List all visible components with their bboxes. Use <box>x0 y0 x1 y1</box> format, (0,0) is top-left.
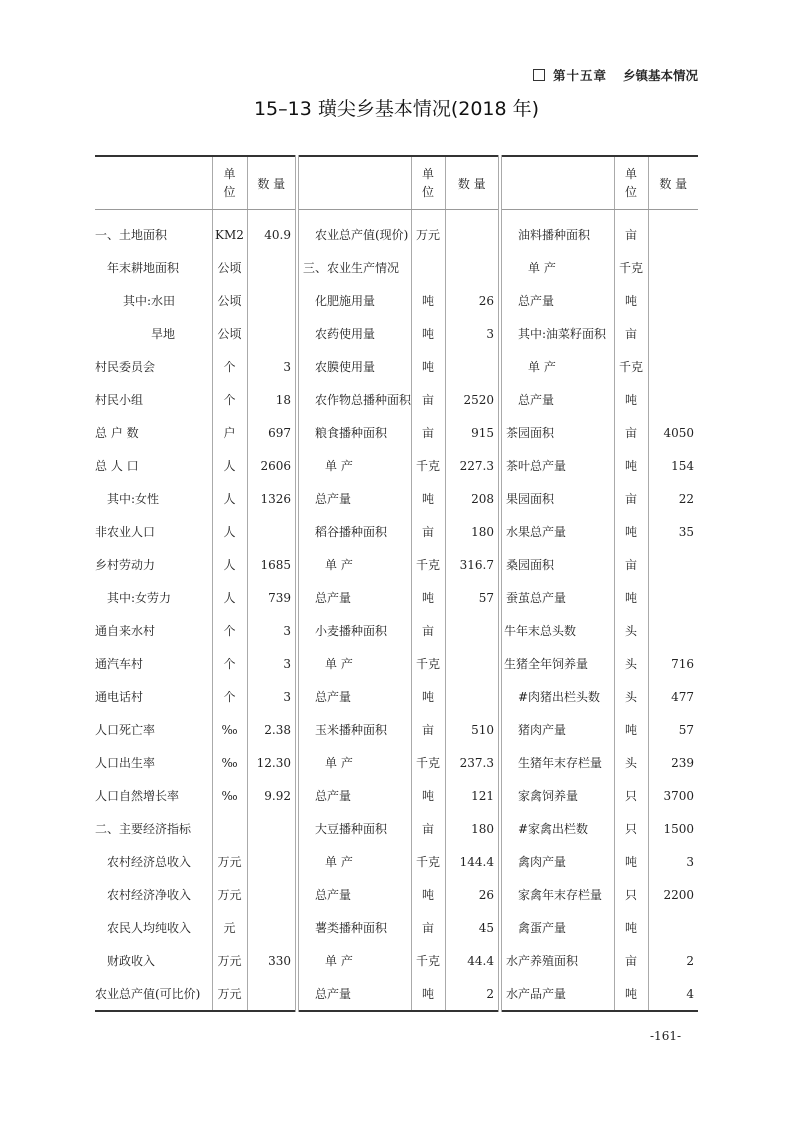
item-label: 通电话村 <box>95 690 144 704</box>
item-value: 477 <box>671 689 694 704</box>
item-unit: KM2 <box>212 210 247 252</box>
item-unit: 吨 <box>411 284 445 317</box>
item-label: 农村经济净收入 <box>107 888 192 902</box>
table-row <box>95 812 698 845</box>
item-value <box>445 251 500 284</box>
item-unit: 吨 <box>411 977 445 1011</box>
item-value: 1685 <box>247 548 297 581</box>
item-value: 697 <box>247 416 297 449</box>
item-label: 人口出生率 <box>95 756 156 770</box>
item-value <box>445 210 500 252</box>
item-unit: 吨 <box>614 977 648 1011</box>
table-row <box>95 878 698 911</box>
item-value: 144.4 <box>445 845 500 878</box>
item-label: 总产量 <box>315 987 352 1001</box>
quantity-header: 数 量 <box>247 156 297 210</box>
item-unit: 公顷 <box>212 317 247 350</box>
item-value: 3 <box>686 854 694 869</box>
item-unit: 公顷 <box>212 251 247 284</box>
item-value: 1326 <box>247 482 297 515</box>
item-unit: 户 <box>212 416 247 449</box>
item-unit: 只 <box>614 878 648 911</box>
item-label: 茶叶总产量 <box>506 459 567 473</box>
item-unit: 吨 <box>411 317 445 350</box>
item-label: 农村经济总收入 <box>107 855 192 869</box>
item-label: 玉米播种面积 <box>315 723 388 737</box>
item-label: 乡村劳动力 <box>95 558 156 572</box>
item-value <box>247 911 297 944</box>
item-unit: 个 <box>212 647 247 680</box>
item-unit: 头 <box>614 647 648 680</box>
item-value: 3 <box>247 614 297 647</box>
item-label: 牛年末总头数 <box>504 624 577 638</box>
item-unit: 吨 <box>614 449 648 482</box>
item-unit: 万元 <box>212 944 247 977</box>
item-unit: 头 <box>614 746 648 779</box>
item-unit: 万元 <box>212 977 247 1011</box>
item-unit: 亩 <box>411 614 445 647</box>
item-label: 通自来水村 <box>95 624 156 638</box>
item-unit: 吨 <box>411 680 445 713</box>
item-label: 单 产 <box>325 954 353 968</box>
item-unit: 吨 <box>614 383 648 416</box>
item-value: 40.9 <box>247 210 297 252</box>
item-label: 单 产 <box>325 459 353 473</box>
item-unit: 千克 <box>411 647 445 680</box>
item-label: 总产量 <box>315 690 352 704</box>
item-label: 生猪全年饲养量 <box>504 657 589 671</box>
table-row <box>95 350 698 383</box>
item-label: 非农业人口 <box>95 525 156 539</box>
item-label: 村民小组 <box>95 393 144 407</box>
item-unit: 亩 <box>614 482 648 515</box>
table-row <box>95 713 698 746</box>
table-body <box>95 210 698 1012</box>
item-value: 57 <box>445 581 500 614</box>
item-unit: 千克 <box>411 944 445 977</box>
item-value: 26 <box>445 878 500 911</box>
label-header <box>500 156 614 210</box>
item-value: 739 <box>247 581 297 614</box>
item-value <box>445 680 500 713</box>
item-label: 农药使用量 <box>315 327 376 341</box>
item-value: 12.30 <box>247 746 297 779</box>
item-label: 果园面积 <box>506 492 555 506</box>
item-label: 禽蛋产量 <box>518 921 567 935</box>
item-unit: 万元 <box>212 845 247 878</box>
item-label: 稻谷播种面积 <box>315 525 388 539</box>
item-unit: 人 <box>212 548 247 581</box>
item-value: 57 <box>678 722 694 737</box>
item-value <box>648 548 698 581</box>
item-value <box>648 210 698 252</box>
item-value: 121 <box>445 779 500 812</box>
item-value: 3 <box>247 680 297 713</box>
item-value <box>247 812 297 845</box>
item-label: 总产量 <box>315 492 352 506</box>
table-row <box>95 746 698 779</box>
item-value: 18 <box>247 383 297 416</box>
item-unit: 吨 <box>614 581 648 614</box>
item-label: 旱地 <box>151 327 176 341</box>
item-unit: 吨 <box>614 845 648 878</box>
item-value <box>247 878 297 911</box>
running-header <box>533 66 698 84</box>
item-value: 239 <box>671 755 694 770</box>
item-unit: 亩 <box>411 515 445 548</box>
item-value: 237.3 <box>445 746 500 779</box>
item-unit: 千克 <box>614 251 648 284</box>
item-label: 人口死亡率 <box>95 723 156 737</box>
item-value: 316.7 <box>445 548 500 581</box>
table-row <box>95 449 698 482</box>
table-row <box>95 779 698 812</box>
item-label: 年末耕地面积 <box>107 261 180 275</box>
item-unit: 亩 <box>614 210 648 252</box>
item-label: 化肥施用量 <box>315 294 376 308</box>
item-unit: 亩 <box>411 416 445 449</box>
item-label: #家禽出栏数 <box>518 822 589 836</box>
table-row <box>95 581 698 614</box>
item-value: 4050 <box>663 425 694 440</box>
item-unit: 万元 <box>411 210 445 252</box>
item-label: 总产量 <box>518 393 555 407</box>
item-label: 其中:水田 <box>123 294 176 308</box>
item-label: 农作物总播种面积 <box>315 393 412 407</box>
item-unit: 亩 <box>411 812 445 845</box>
item-label: 薯类播种面积 <box>315 921 388 935</box>
unit-header: 单 位 <box>614 156 648 210</box>
item-label: 总 户 数 <box>95 426 139 440</box>
item-value: 2200 <box>663 887 694 902</box>
item-value <box>247 317 297 350</box>
item-value <box>445 647 500 680</box>
item-label: 总 人 口 <box>95 459 139 473</box>
item-label: 总产量 <box>315 591 352 605</box>
item-value <box>247 977 297 1011</box>
item-label: 二、主要经济指标 <box>95 822 192 836</box>
item-value <box>648 911 698 944</box>
item-unit <box>411 251 445 284</box>
basic-info-table <box>95 155 698 1012</box>
item-value: 915 <box>445 416 500 449</box>
item-label: 大豆播种面积 <box>315 822 388 836</box>
item-label: 其中:女劳力 <box>107 591 172 605</box>
item-unit: 人 <box>212 449 247 482</box>
item-value <box>648 284 698 317</box>
item-label: 通汽车村 <box>95 657 144 671</box>
table-row <box>95 845 698 878</box>
item-label: 水果总产量 <box>506 525 567 539</box>
item-value: 180 <box>445 515 500 548</box>
item-unit: 千克 <box>411 746 445 779</box>
table-header-row <box>95 156 698 210</box>
item-value <box>648 317 698 350</box>
item-label: 单 产 <box>325 756 353 770</box>
item-value: 208 <box>445 482 500 515</box>
item-unit: 千克 <box>411 548 445 581</box>
table-row <box>95 284 698 317</box>
item-value <box>648 383 698 416</box>
item-label: 桑园面积 <box>506 558 555 572</box>
item-label: 单 产 <box>528 360 556 374</box>
item-value: 3700 <box>663 788 694 803</box>
item-label: 粮食播种面积 <box>315 426 388 440</box>
item-value: 2606 <box>247 449 297 482</box>
item-label: 农业总产值(现价) <box>315 228 409 242</box>
item-value: 180 <box>445 812 500 845</box>
item-label: 农业总产值(可比价) <box>95 987 201 1001</box>
item-label: 家禽饲养量 <box>518 789 579 803</box>
item-label: #肉猪出栏头数 <box>518 690 601 704</box>
table-row <box>95 416 698 449</box>
item-unit: 个 <box>212 614 247 647</box>
item-label: 单 产 <box>528 261 556 275</box>
item-unit: 千克 <box>411 845 445 878</box>
quantity-header: 数 量 <box>445 156 500 210</box>
item-label: 其中:油菜籽面积 <box>518 327 607 341</box>
item-value: 26 <box>445 284 500 317</box>
item-unit: 吨 <box>614 713 648 746</box>
item-unit: 吨 <box>411 350 445 383</box>
table-row <box>95 548 698 581</box>
item-value: 4 <box>686 986 694 1001</box>
item-unit: 吨 <box>411 482 445 515</box>
item-unit: 千克 <box>614 350 648 383</box>
item-unit <box>212 812 247 845</box>
label-header <box>95 156 212 210</box>
unit-header: 单 位 <box>212 156 247 210</box>
item-value: 3 <box>445 317 500 350</box>
table-row <box>95 383 698 416</box>
item-label: 禽肉产量 <box>518 855 567 869</box>
item-value <box>648 350 698 383</box>
item-value: 510 <box>445 713 500 746</box>
item-unit: 公顷 <box>212 284 247 317</box>
table-row <box>95 680 698 713</box>
item-value <box>648 251 698 284</box>
item-unit: 人 <box>212 515 247 548</box>
item-unit: 个 <box>212 350 247 383</box>
item-value: 3 <box>247 350 297 383</box>
item-unit: 亩 <box>614 944 648 977</box>
item-unit: 吨 <box>614 911 648 944</box>
item-value: 3 <box>247 647 297 680</box>
item-unit: 亩 <box>614 317 648 350</box>
item-label: 总产量 <box>315 789 352 803</box>
item-value: 2520 <box>445 383 500 416</box>
chapter-label: 第十五章 <box>552 68 607 83</box>
item-value: 2 <box>445 977 500 1011</box>
item-unit: 吨 <box>411 581 445 614</box>
item-value: 22 <box>678 491 694 506</box>
item-unit: 个 <box>212 383 247 416</box>
item-unit: 千克 <box>411 449 445 482</box>
item-label: 农民人均纯收入 <box>107 921 192 935</box>
item-unit: 吨 <box>614 284 648 317</box>
item-value <box>648 581 698 614</box>
table-row <box>95 647 698 680</box>
item-value <box>247 515 297 548</box>
item-label: 单 产 <box>325 558 353 572</box>
item-value <box>445 350 500 383</box>
page-title: 15–13 璜尖乡基本情况(2018 年) <box>253 98 540 120</box>
item-label: 油料播种面积 <box>518 228 591 242</box>
item-unit: 只 <box>614 779 648 812</box>
table-row <box>95 911 698 944</box>
item-label: 蚕茧总产量 <box>506 591 567 605</box>
unit-header: 单 位 <box>411 156 445 210</box>
item-label: 茶园面积 <box>506 426 555 440</box>
item-label: 水产品产量 <box>506 987 567 1001</box>
item-label: 一、土地面积 <box>95 228 168 242</box>
table-row <box>95 251 698 284</box>
item-value: 45 <box>445 911 500 944</box>
item-label: 村民委员会 <box>95 360 156 374</box>
item-value: 2 <box>686 953 694 968</box>
item-value: 9.92 <box>247 779 297 812</box>
item-value <box>648 614 698 647</box>
item-unit: ‰ <box>212 713 247 746</box>
table-row <box>95 210 698 252</box>
item-unit: 头 <box>614 614 648 647</box>
table-row <box>95 614 698 647</box>
item-unit: 个 <box>212 680 247 713</box>
item-unit: 元 <box>212 911 247 944</box>
label-header <box>297 156 411 210</box>
item-label: 农膜使用量 <box>315 360 376 374</box>
page-number: -161- <box>650 1029 682 1043</box>
item-label: 小麦播种面积 <box>315 624 388 638</box>
table-row <box>95 977 698 1011</box>
item-unit: 亩 <box>614 548 648 581</box>
table-row <box>95 317 698 350</box>
item-unit: 人 <box>212 581 247 614</box>
table-row <box>95 944 698 977</box>
item-unit: ‰ <box>212 779 247 812</box>
item-label: 人口自然增长率 <box>95 789 180 803</box>
item-value: 716 <box>671 656 694 671</box>
item-unit: 亩 <box>614 416 648 449</box>
item-unit: 吨 <box>411 878 445 911</box>
item-label: 总产量 <box>315 888 352 902</box>
item-label: 总产量 <box>518 294 555 308</box>
item-value <box>247 251 297 284</box>
item-value: 330 <box>247 944 297 977</box>
item-unit: 吨 <box>411 779 445 812</box>
item-unit: 万元 <box>212 878 247 911</box>
table-row <box>95 515 698 548</box>
item-unit: 人 <box>212 482 247 515</box>
item-label: 财政收入 <box>107 954 156 968</box>
item-value <box>247 284 297 317</box>
item-unit: 亩 <box>411 911 445 944</box>
item-label: 单 产 <box>325 657 353 671</box>
item-value <box>247 845 297 878</box>
item-unit: 亩 <box>411 713 445 746</box>
item-value: 35 <box>678 524 694 539</box>
table-row <box>95 482 698 515</box>
square-bullet-icon <box>533 69 545 81</box>
item-label: 单 产 <box>325 855 353 869</box>
item-value: 227.3 <box>445 449 500 482</box>
item-label: 水产养殖面积 <box>506 954 579 968</box>
item-value: 2.38 <box>247 713 297 746</box>
item-value <box>445 614 500 647</box>
item-unit: 头 <box>614 680 648 713</box>
section-label: 乡镇基本情况 <box>622 68 698 83</box>
item-label: 家禽年末存栏量 <box>518 888 603 902</box>
item-value: 154 <box>671 458 694 473</box>
item-unit: 吨 <box>614 515 648 548</box>
item-unit: ‰ <box>212 746 247 779</box>
item-label: 猪肉产量 <box>518 723 567 737</box>
item-value: 44.4 <box>445 944 500 977</box>
item-unit: 亩 <box>411 383 445 416</box>
item-label: 三、农业生产情况 <box>303 261 400 275</box>
item-value: 1500 <box>663 821 694 836</box>
item-label: 生猪年末存栏量 <box>518 756 603 770</box>
quantity-header: 数 量 <box>648 156 698 210</box>
item-label: 其中:女性 <box>107 492 160 506</box>
item-unit: 只 <box>614 812 648 845</box>
